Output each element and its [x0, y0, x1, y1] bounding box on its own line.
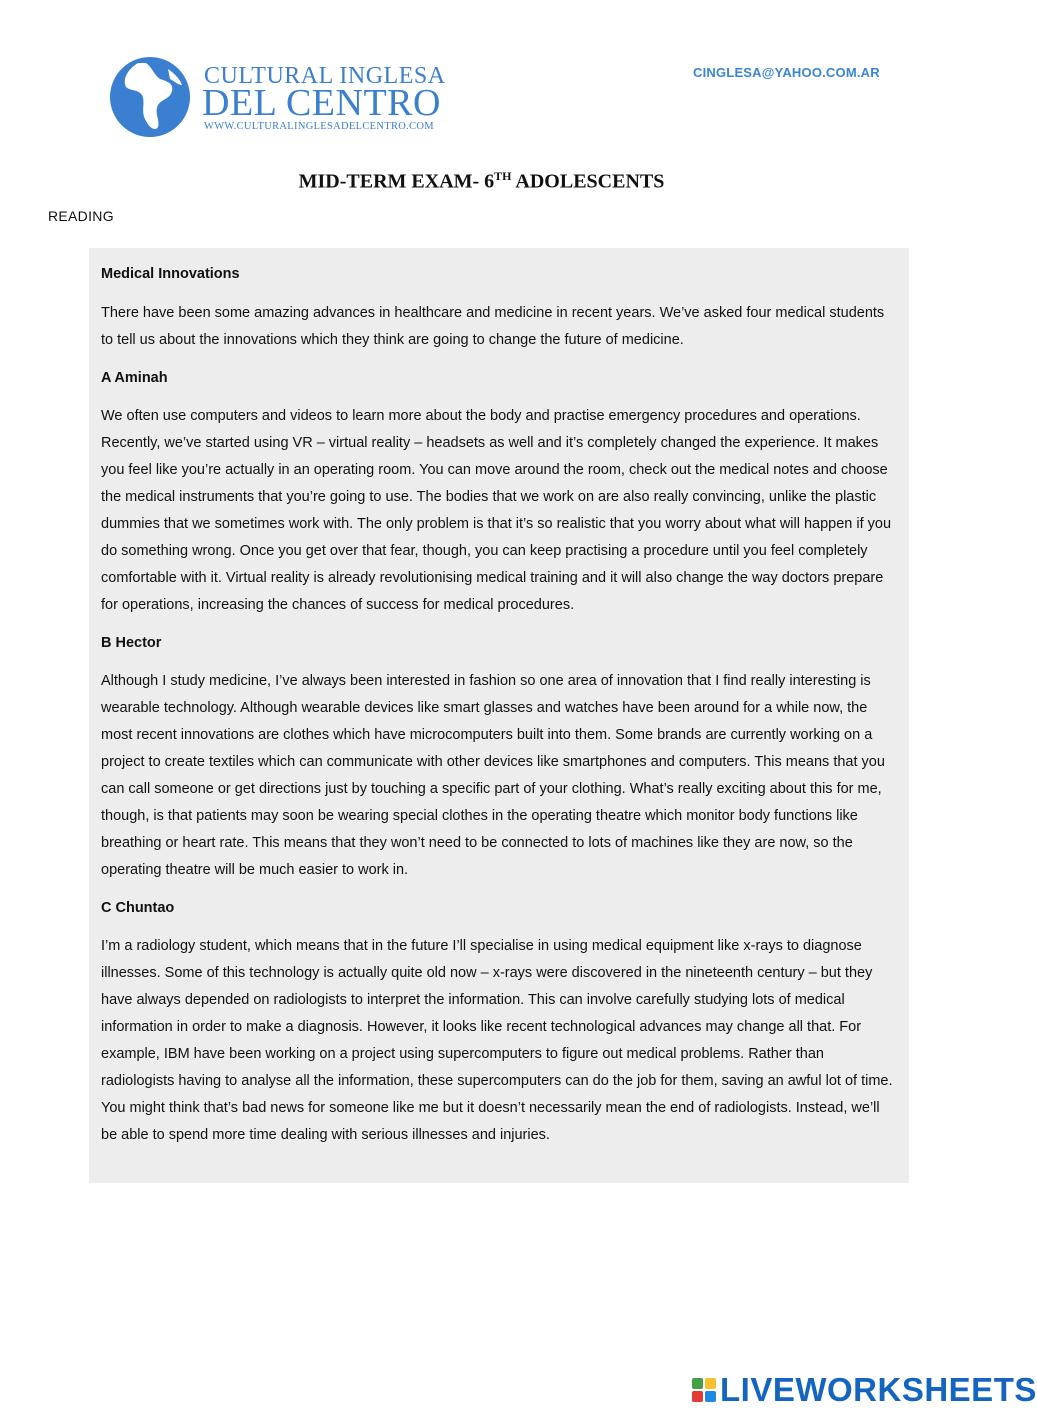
section-label: READING: [48, 208, 114, 224]
logo-line-2: DEL CENTRO: [202, 82, 441, 124]
logo-line-1: CULTURAL INGLESA: [204, 63, 446, 89]
reading-passage-box: [89, 248, 909, 1183]
article-intro: There have been some amazing advances in healthcare and medicine in recent years. We’ve asked four medical students to tell us about the innovations which they think are going to change the future of medicine.: [101, 305, 885, 348]
liveworksheets-mark-icon: [692, 1378, 716, 1402]
globe-icon: [108, 55, 192, 139]
exam-title-rest: ADOLESCENTS: [511, 170, 665, 193]
exam-title: [0, 169, 963, 194]
liveworksheets-wordmark: LIVEWORKSHEETS: [720, 1371, 1037, 1408]
section-text-chuntao: I’m a radiology student, which means that in the future I’ll specialise in using medical equipment like x-rays to diagnose illnesses. Some of this technology is actually quite old now – x-rays were discovered in the nineteenth century – but they have always depended on radiologists to interpret the information. This can involve carefully studying lots of medical information in order to make a diagnosis. However, it looks like recent technological advances may change all that. For example, IBM have been working on a project using supercomputers to figure out medical problems. Rather than radiologists having to analyse all the information, these supercomputers can do the job for them, saving an awful lot of time. You might think that’s bad news for someone like me but it doesn’t necessarily mean the end of radiologists. Instead, we’ll be able to spend more time dealing with serious illnesses and injuries.: [101, 938, 893, 1143]
exam-title-superscript: TH: [494, 169, 512, 183]
exam-title-main: MID-TERM EXAM- 6: [298, 170, 495, 193]
cultural-inglesa-logo: [108, 55, 448, 140]
logo-url[interactable]: WWW.CULTURALINGLESADELCENTRO.COM: [204, 121, 434, 132]
liveworksheets-logo: [692, 1372, 1037, 1408]
section-heading-chuntao: C Chuntao: [101, 900, 175, 916]
section-text-hector: Although I study medicine, I’ve always been interested in fashion so one area of innovation that I find really interesting is wearable technology. Although wearable devices like smart glasses and watches have been around for a while now, the most recent innovations are clothes which have microcomputers built into them. Some brands are currently working on a project to create textiles which can communicate with other devices like smartphones and computers. This means that you can call someone or get directions just by touching a specific part of your clothing. What’s really exciting about this for me, though, is that patients may soon be wearing special clothes in the operating theatre which monitor body functions like breathing or heart rate. This means that they won’t need to be connected to lots of machines like they are now, so the operating theatre will be much easier to work in.: [101, 673, 885, 878]
article-title: Medical Innovations: [101, 266, 240, 282]
contact-email[interactable]: CINGLESA@YAHOO.COM.AR: [693, 65, 880, 80]
section-heading-hector: B Hector: [101, 635, 162, 651]
section-text-aminah: We often use computers and videos to learn more about the body and practise emergency procedures and operations. Recently, we’ve started using VR – virtual reality – headsets as well and it’s completely changed the experience. It makes you feel like you’re actually in an operating room. You can move around the room, check out the medical notes and choose the medical instruments that you’re going to use. The bodies that we work on are also really convincing, unlike the plastic dummies that we sometimes work with. The only problem is that it’s so realistic that you worry about what will happen if you do something wrong. Once you get over that fear, though, you can keep practising a procedure until you feel completely comfortable with it. Virtual reality is already revolutionising medical training and it will also change the way doctors prepare for operations, increasing the chances of success for medical procedures.: [101, 408, 892, 613]
section-heading-aminah: A Aminah: [101, 370, 168, 386]
